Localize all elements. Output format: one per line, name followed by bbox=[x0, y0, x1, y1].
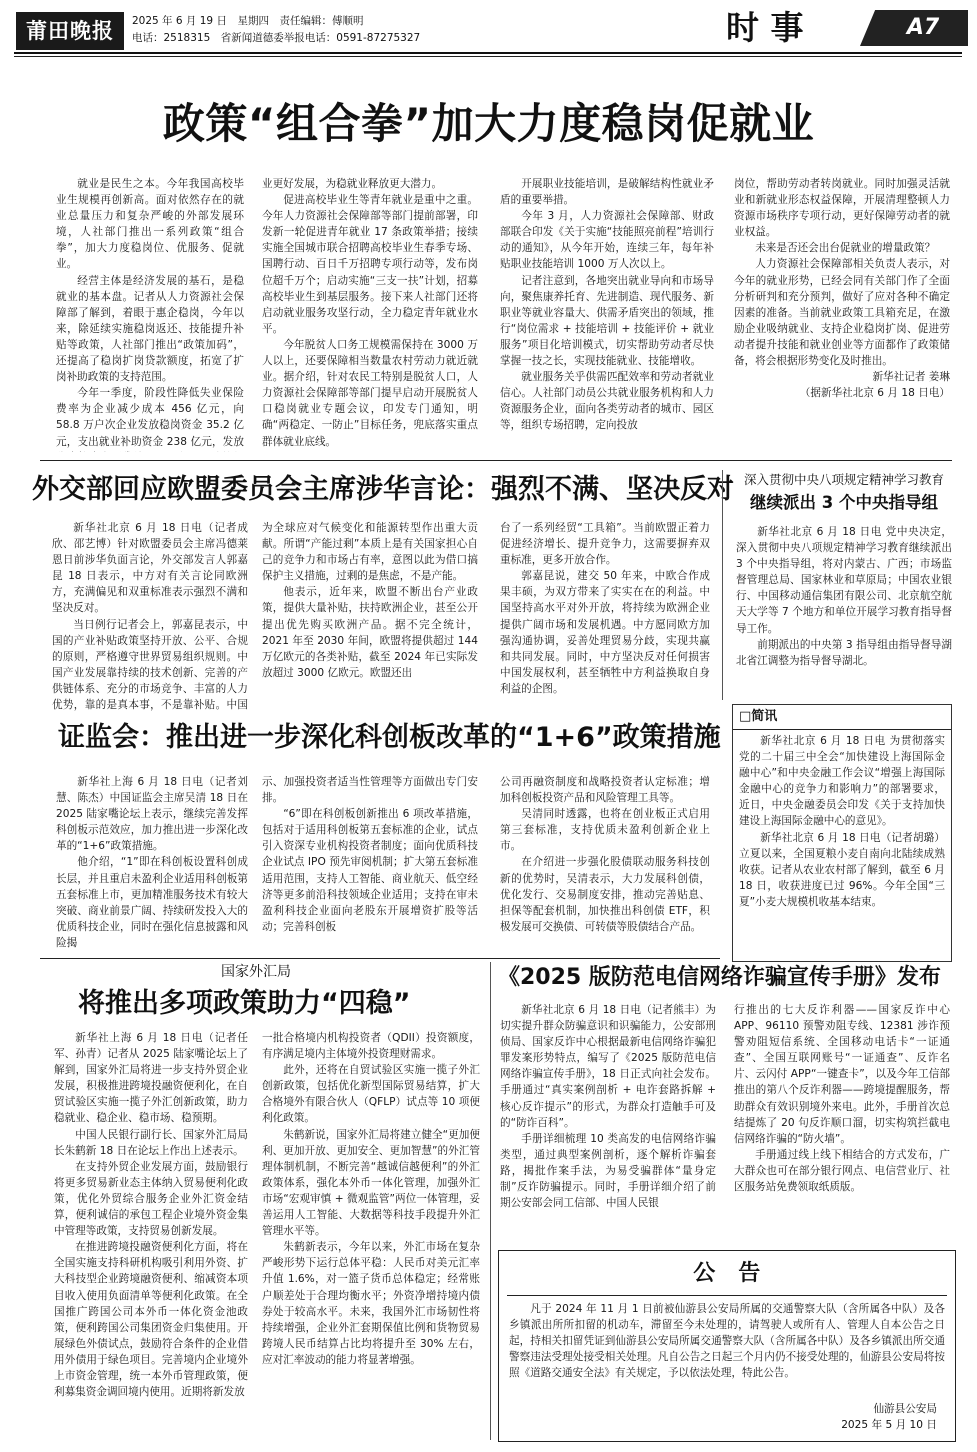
article1-column-1 bbox=[56, 176, 244, 452]
paragraph: 此外，还将在自贸试验区实施一揽子外汇创新政策，包括优化新型国际贸易结算，扩大合格境外有限合伙人（QFLP）试点等 10 项便利化政策。 bbox=[262, 1064, 480, 1125]
paragraph: 在支持外贸企业发展方面，鼓励银行将更多贸易新业态主体纳入贸易便利化政策，优化外贸综合服务企业外汇资金结算，便利诚信的承包工程企业境外资金集中管理等政策，支持贸易创新发展。 bbox=[54, 1160, 248, 1238]
article3-column-3 bbox=[500, 774, 710, 950]
sidebar1-title: 继续派出 3 个中央指导组 bbox=[750, 493, 938, 512]
paragraph: 促进高校毕业生等青年就业是重中之重。今年人力资源社会保障部等部门提前部署，印发新一轮促进青年就业 17 条政策举措；接续实施全国城市联合招聘高校毕业生春季专场、国聘行动、百日千万招聘专项行动等，发布岗位超千万个；启动实施“三支一扶”计划，招募高校毕业生到基层服务。接下来人社部门还将启动就业服务攻坚行动，全力稳定青年就业水平。 bbox=[262, 194, 478, 335]
paragraph: 为全球应对气候变化和能源转型作出重大贡献。所谓“产能过剩”本质上是有关国家担心自己的竞争力和市场占有率，意图以此为借口搞保护主义措施，过剩的是焦虑，不是产能。 bbox=[262, 522, 478, 583]
paragraph: 开展职业技能培训，是破解结构性就业矛盾的重要举措。 bbox=[500, 178, 714, 207]
article1-column-2 bbox=[262, 176, 478, 452]
paragraph: 新华社北京 6 月 18 日电 为贯彻落实党的二十届三中全会“加快建设上海国际金融中心”和中央金融工作会议“增强上海国际金融中心的竞争力和影响力”的部署要求，近日，中央金融委员会印发《关于支持加快建设上海国际金融中心的意见》。 bbox=[739, 735, 945, 828]
article4-title: 将推出多项政策助力“四稳” bbox=[78, 988, 411, 1019]
article4-kicker: 国家外汇局 bbox=[221, 964, 291, 980]
paragraph: 经营主体是经济发展的基石，是稳就业的基本盘。记者从人力资源社会保障部了解到，着眼于惠企稳岗，今年以来，除延续实施稳岗返还、技能提升补贴等政策，人社部门推出“政策加码”，还提高了稳岗扩岗贷款额度，拓宽了扩岗补助政策的支持范围。 bbox=[56, 274, 244, 384]
article2-title: 外交部回应欧盟委员会主席涉华言论：强烈不满、坚决反对 bbox=[32, 474, 734, 505]
paragraph: 今年 3 月，人力资源社会保障部、财政部联合印发《关于实施“技能照亮前程”培训行动的通知》，从今年开始，连续三年，每年补贴职业技能培训 1000 万人次以上。 bbox=[500, 210, 714, 271]
masthead-rule-thin bbox=[14, 56, 962, 57]
brief-label: □简讯 bbox=[739, 709, 778, 724]
paragraph: 在介绍进一步强化股债联动服务科技创新的优势时，吴清表示，大力发展科创债，优化发行、交易制度安排，推动完善贴息、担保等配套机制，加快推出科创债 ETF，积极发展可交换债、可转债等股债结合产品。 bbox=[500, 856, 710, 933]
notice-signature: 仙游县公安局 bbox=[873, 1403, 937, 1415]
paragraph: 新华社北京 6 月 18 日电 党中央决定，深入贯彻中央八项规定精神学习教育继续派出 3 个中央指导组，将对内蒙古、广西；市场监督管理总局、国家林业和草原局；中国农业银行、中国移动通信集团有限公司、北京航空航天大学等 7 个地方和单位开展学习教育指导督导工作。 bbox=[736, 526, 952, 635]
article2-column-2 bbox=[262, 520, 478, 712]
paragraph: 今年一季度，阶段性降低失业保险费率为企业减少成本 456 亿元，向 58.8 万户次企业发放稳岗资金 35.2 亿元，支出就业补助资金 238 亿元，发放 bbox=[56, 387, 244, 448]
paragraph: 新华社北京 6 月 18 日电（记者熊丰）为切实提升群众防骗意识和识骗能力，公安部刑侦局、国家反诈中心根据最新电信网络诈骗犯罪发案形势特点，编写了《2025 版防范电信网络诈骗宣传手册》，18 日正式向社会发布。手册通过“真实案例剖析 + 电诈套路拆解 + 核心反诈提示”的形式，为群众打造触手可及的“防诈百科”。 bbox=[500, 1004, 716, 1129]
paragraph: 前期派出的中央第 3 指导组由指导督导湖北省江调整为指导督导湖北。 bbox=[736, 638, 952, 667]
paragraph: 就业服务关乎供需匹配效率和劳动者就业信心。人社部门动员公共就业服务机构和人力资源服务企业，面向各类劳动者的城市、园区等，组织专场招聘，定向投放 bbox=[500, 371, 714, 432]
paragraph: 行推出的七大反诈利器——国家反诈中心 APP、96110 预警劝阻专线、12381 涉诈预警劝阻短信系统、全国移动电话卡“一证通查”、全国互联网账号“一证通查”、反诈名片、云闪付 APP“一键查卡”，以及今年工信部推出的第八个反诈利器——跨境提醒服务，帮助群众有效识别境外来电。此外，手册首次总结提炼了 20 句反诈顺口溜，切实构筑拦截电信网络诈骗的“防火墙”。 bbox=[734, 1004, 950, 1145]
article1-column-3 bbox=[500, 176, 714, 452]
notice-title: 公 告 bbox=[693, 1261, 761, 1286]
column-divider bbox=[722, 470, 723, 700]
paragraph: 台了一系列经贸“工具箱”。当前欧盟正着力促进经济增长、提升竞争力，这需要摒弃双重标准，更多开放合作。 bbox=[500, 522, 710, 567]
paragraph: 朱鹤新表示，今年以来，外汇市场在复杂严峻形势下运行总体平稳：人民币对美元汇率升值 1.6%，对一篮子货币总体稳定；经常账户顺差处于合理均衡水平；外资净增持境内债券处于较高水平。未来，我国外汇市场韧性将持续增强，企业外汇套期保值比例和货物贸易跨境人民币结算占比均将提升至 30% 左右，应对汇率波动的能力将显著增强。 bbox=[262, 1241, 480, 1366]
paragraph: 岗位，帮助劳动者转岗就业。同时加强灵活就业和新就业形态权益保障，开展清理整顿人力资源市场秩序专项行动，更好保障劳动者的就业权益。 bbox=[734, 178, 950, 239]
paragraph: 示、加强投资者适当性管理等方面做出专门安排。 bbox=[262, 776, 478, 805]
article5-title: 《2025 版防范电信网络诈骗宣传手册》发布 bbox=[498, 965, 941, 990]
paragraph: 业更好发展，为稳就业释放更大潜力。 bbox=[262, 178, 443, 190]
article3-title: 证监会：推出进一步深化科创板改革的“1+6”政策措施 bbox=[58, 722, 721, 753]
paragraph: 记者注意到，各地突出就业导向和市场导向，聚焦康养托育、先进制造、现代服务、新职业等就业容量大、供需矛盾突出的领域，推行“岗位需求 + 技能培训 + 技能评价 + 就业服务”项目化培训模式，切实帮助劳动者尽快掌握一技之长，实现技能就业、技能增收。 bbox=[500, 274, 714, 368]
news-brief-box bbox=[732, 704, 952, 962]
brief-body bbox=[739, 733, 945, 959]
byline: 新华社记者 姜琳 bbox=[872, 371, 950, 384]
paragraph: 他介绍，“1”即在科创板设置科创成长层，并且重启未盈利企业适用科创板第五套标准上市，更加精准服务技术有较大突破、商业前景广阔、持续研发投入大的优质科技企业，同时在强化信息披露和风险揭 bbox=[56, 856, 248, 949]
paragraph: 今年脱贫人口务工规模需保持在 3000 万人以上，还要保障相当数量农村劳动力就近就业。据介绍，针对农民工特别是脱贫人口，人力资源社会保障部等部门提早启动开展脱贫人口稳岗就业专题会议，印发专门通知，明确“两稳定、一防止”目标任务，兜底落实重点群体就业底线。 bbox=[262, 338, 478, 448]
article1-title: 政策“组合拳”加大力度稳岗促就业 bbox=[162, 99, 815, 148]
paragraph: 新华社上海 6 月 18 日电（记者任军、孙青）记者从 2025 陆家嘴论坛上了解到，国家外汇局将进一步支持外贸企业发展，积极推进跨境投融资便利化，在自贸试验区实施一揽子外汇创新政策，助力稳就业、稳企业、稳市场、稳预期。 bbox=[54, 1032, 248, 1125]
masthead-rule bbox=[14, 52, 962, 54]
paragraph: 当日例行记者会上，郭嘉昆表示，中国的产业补贴政策坚持开放、公平、合规的原则，严格遵守世界贸易组织规则。中国产业发展靠持续的技术创新、完善的产供链体系、充分的市场竞争、丰富的人力优势，靠的是真本事，不是靠补贴。中国 bbox=[52, 618, 248, 712]
paragraph: 吴清同时透露，也将在创业板正式启用第三套标准，支持优质未盈利创新企业上市。 bbox=[500, 808, 710, 853]
paragraph: “6”即在科创板创新推出 6 项改革措施，包括对于适用科创板第五套标准的企业，试点引入资深专业机构投资者制度；面向优质科技企业试点 IPO 预先审阅机制；扩大第五套标准适用范围，支持人工智能、商业航天、低空经济等更多前沿科技领域企业适用；支持在审未盈利科技企业面向老股东开展增资扩股等活动；完善科创板 bbox=[262, 808, 478, 933]
paragraph: 未来是否还会出台促就业的增量政策？ bbox=[755, 242, 936, 255]
column-divider bbox=[490, 962, 491, 1440]
section-divider bbox=[40, 460, 952, 461]
article2-column-3 bbox=[500, 520, 710, 712]
notice-rule bbox=[507, 1295, 947, 1296]
paragraph: 手册详细梳理 10 类高发的电信网络诈骗类型，通过典型案例剖析，逐个解析诈骗套路，揭批作案手法，为易受骗群体“量身定制”反诈防骗提示。同时，手册详细介绍了前期公安部会同工信部、中国人民银 bbox=[500, 1132, 716, 1210]
paragraph: 凡于 2024 年 11 月 1 日前被仙游县公安局所属的交通警察大队（含所属各中队）及各乡镇派出所所扣留的机动车，滞留至今未处理的，请驾驶人或所有人、管理人自本公告之日起，持相关扣留凭证到仙游县公安局所属交通警察大队（含所属各中队）及各乡镇派出所交通警察违法受理处接受相关处理。凡自公告之日起三个月内仍不接受处理的，仙游县公安局将按照《道路交通安全法》有关规定，予以依法处理，特此公告。 bbox=[509, 1303, 945, 1380]
paragraph: 新华社上海 6 月 18 日电（记者刘慧、陈杰）中国证监会主席吴清 18 日在 2025 陆家嘴论坛上表示，继续完善发挥科创板示范效应，加力推出进一步深化改革的“1+6”政策措施。 bbox=[56, 776, 248, 853]
paragraph: 公司再融资制度和战略投资者认定标准；增加科创板投资产品和风险管理工具等。 bbox=[500, 776, 710, 805]
public-notice-box bbox=[498, 1250, 956, 1442]
article5-column-2 bbox=[734, 1002, 950, 1240]
article2-column-1 bbox=[52, 520, 248, 712]
paragraph: 人力资源社会保障部相关负责人表示，对今年的就业形势，已经会同有关部门作了全面分析研判和充分预判，做好了应对各种不确定因素的准备。当前就业政策工具箱充足，在激励企业吸纳就业、支持企业稳岗扩岗、促进劳动者提升技能和就业创业等方面都作了政策储备，将会根据形势变化及时推出。 bbox=[734, 258, 950, 368]
article3-column-2 bbox=[262, 774, 478, 950]
article4-column-2 bbox=[262, 1030, 480, 1432]
source-line: （据新华社北京 6 月 18 日电） bbox=[799, 387, 950, 400]
paragraph: 新华社北京 6 月 18 日电（记者胡璐）立夏以来，全国夏粮小麦自南向北陆续成熟收获。记者从农业农村部了解到，截至 6 月 18 日，收获进度已过 96%。今年全国“三夏”小麦大规模机收基本结束。 bbox=[739, 831, 945, 908]
newspaper-logo: 莆田晚报 bbox=[16, 12, 124, 50]
sidebar1-kicker: 深入贯彻中央八项规定精神学习教育 bbox=[743, 472, 944, 487]
paragraph: 朱鹤新说，国家外汇局将建立健全“更加便利、更加开放、更加安全、更加智慧”的外汇管理体制机制，不断完善“越诚信越便利”的外汇政策体系，强化本外币一体化管理，加强外汇市场“宏观审慎 + 微观监管”两位一体管理，妥善运用人工智能、大数据等科技手段提升外汇管理水平等。 bbox=[262, 1128, 480, 1238]
article1-column-4 bbox=[734, 176, 950, 452]
page-number-text: A7 bbox=[906, 15, 940, 40]
article5-column-1 bbox=[500, 1002, 716, 1240]
notice-body bbox=[509, 1301, 945, 1395]
paragraph: 就业是民生之本。今年我国高校毕业生规模再创新高。面对依然存在的就业总量压力和复杂严峻的外部发展环境，人社部门推出一系列政策“组合拳”，加大力度稳岗位、优服务、促就业。 bbox=[56, 178, 244, 271]
paragraph: 他表示，近年来，欧盟不断出台产业政策，提供大量补贴，扶持欧洲企业，甚至公开提出优先购买欧洲产品。据不完全统计，2021 年至 2030 年间，欧盟将提供超过 144 万亿欧元的各类补贴，截至 2024 年已实际发放超过 3000 亿欧元。欧盟还出 bbox=[262, 586, 478, 679]
masthead bbox=[8, 6, 968, 76]
paragraph: 郭嘉昆说，建交 50 年来，中欧合作成果丰硕，为双方带来了实实在在的利益。中国坚持高水平对外开放，将持续为欧洲企业提供广阔市场和发展机遇。中方愿同欧方加强沟通协调，妥善处理贸易分歧，实现共赢和共同发展。同时，中方坚决反对任何损害中国发展权利，甚至牺牲中方利益换取自身利益的企图。 bbox=[500, 570, 710, 695]
paragraph: 中国人民银行副行长、国家外汇局局长朱鹤新 18 日在论坛上作出上述表示。 bbox=[54, 1128, 248, 1157]
brief-rule bbox=[733, 729, 951, 730]
article4-column-1 bbox=[54, 1030, 248, 1432]
paragraph: 新华社北京 6 月 18 日电（记者成欣、邵艺博）针对欧盟委员会主席冯德莱恩日前涉华负面言论，外交部发言人郭嘉昆 18 日表示，中方对有关言论同欧洲方，充满偏见和双重标准表示强烈不满和坚决反对。 bbox=[52, 522, 248, 615]
phone-line: 电话：2518315 省新闻道德委举报电话：0591-87275327 bbox=[132, 32, 421, 44]
notice-date: 2025 年 5 月 10 日 bbox=[841, 1419, 937, 1431]
date-line: 2025 年 6 月 19 日 星期四 责任编辑：傅顺明 bbox=[132, 15, 364, 27]
section-title: 时 事 bbox=[726, 8, 804, 47]
paragraph: 在推进跨境投融资便利化方面，将在全国实施支持科研机构吸引利用外资、扩大科技型企业跨境融资便利、缩减资本项目收入使用负面清单等便利化政策。在全国推广跨国公司本外币一体化资金池政策，便利跨国公司集团资金归集使用。开展绿色外债试点，鼓励符合条件的企业借用外债用于绿色项目。完善境内企业境外上市资金管理，统一本外币管理政策，便利募集资金调回境内使用。近期将新发放 bbox=[54, 1241, 248, 1399]
sidebar1-body bbox=[736, 524, 952, 700]
paragraph: 手册通过线上线下相结合的方式发布，广大群众也可在部分银行网点、电信营业厅、社区服务站免费领取纸质版。 bbox=[734, 1148, 950, 1194]
article3-column-1 bbox=[56, 774, 248, 950]
paragraph: 一批合格境内机构投资者（QDII）投资额度，有序满足境内主体境外投资理财需求。 bbox=[262, 1032, 480, 1061]
